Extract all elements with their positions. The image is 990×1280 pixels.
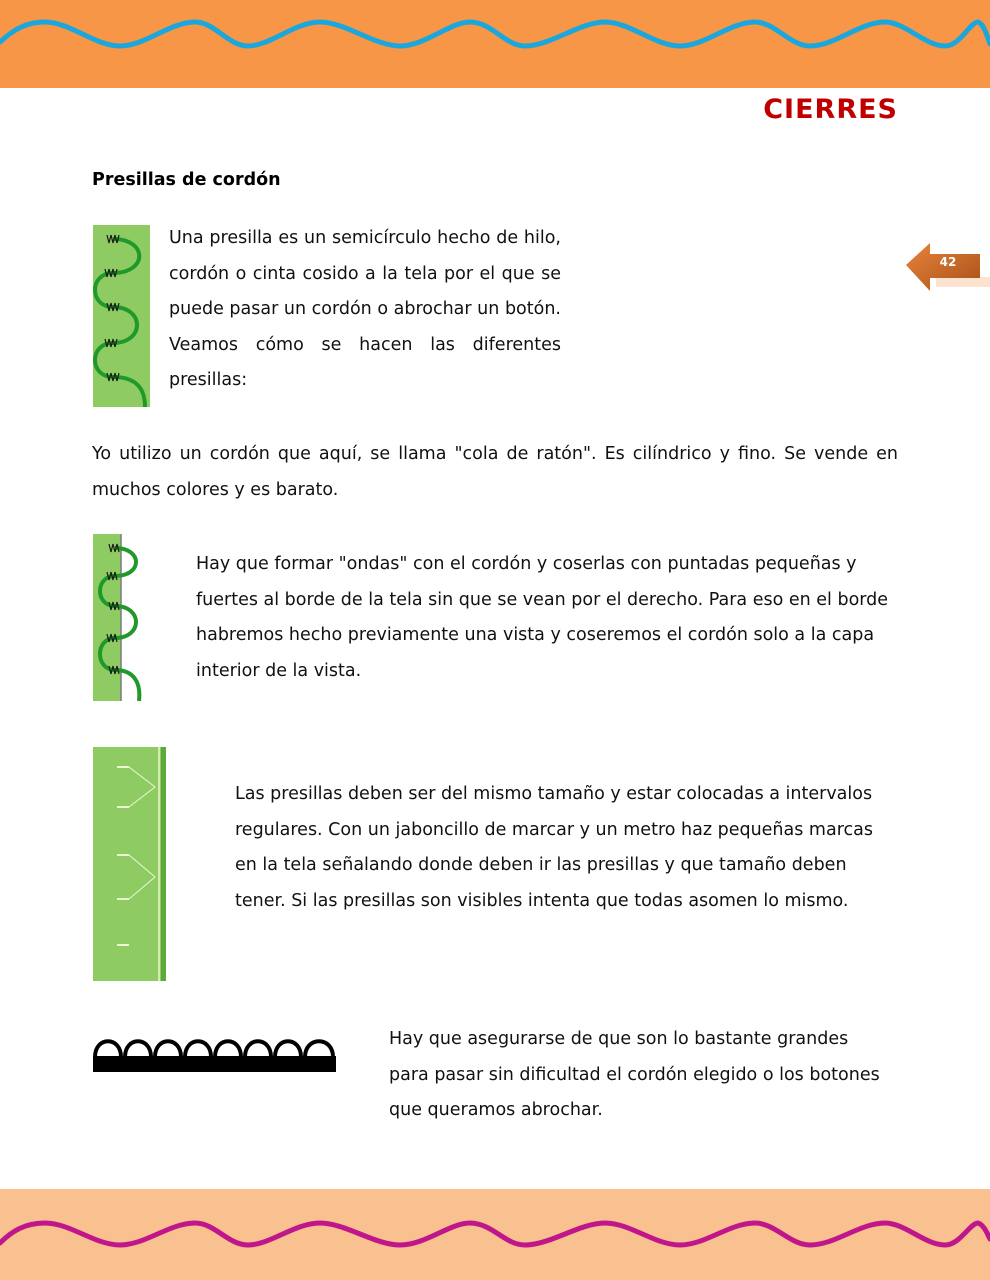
section-title: CIERRES (763, 94, 898, 125)
blue-wave-decoration (0, 0, 990, 88)
cord-description-paragraph: Yo utilizo un cordón que aquí, se llama "cola de ratón". Es cilíndrico y fino. Se vende en muchos colores y es barato. (92, 444, 898, 500)
size-instruction-paragraph: Hay que asegurarse de que son lo bastante grandes para pasar sin dificultad el cordón elegido o los botones que queramos abrochar. (389, 1029, 880, 1120)
row-of-loops-illustration (93, 1032, 336, 1072)
waves-instruction-paragraph: Hay que formar "ondas" con el cordón y coserlas con puntadas pequeñas y fuertes al borde de la tela sin que se vean por el derecho. Para eso en el borde habremos hecho previamente una vista y coseremos el cordón solo a la capa interior de la vista. (196, 554, 889, 681)
chalk-marks-illustration (93, 747, 166, 981)
spacing-instruction-paragraph: Las presillas deben ser del mismo tamaño y estar colocadas a intervalos regulares. Con un jaboncillo de marcar y un metro haz pequeñas marcas en la tela señalando donde deben ir las presillas y que tamaño deben tener. Si las presillas son visibles intenta que todas asomen lo mismo. (235, 784, 873, 911)
intro-paragraph: Una presilla es un semicírculo hecho de hilo, cordón o cinta cosido a la tela por el que se puede pasar un cordón o abrochar un botón. Veamos cómo se hacen las diferentes presillas: (169, 228, 561, 390)
subheading: Presillas de cordón (92, 170, 281, 190)
page-number: 42 (939, 255, 957, 269)
cord-loops-illustration (93, 225, 150, 407)
magenta-wave-decoration (0, 1189, 990, 1280)
footer-band (0, 1189, 990, 1280)
header-band (0, 0, 990, 88)
cord-waves-illustration (93, 534, 143, 701)
